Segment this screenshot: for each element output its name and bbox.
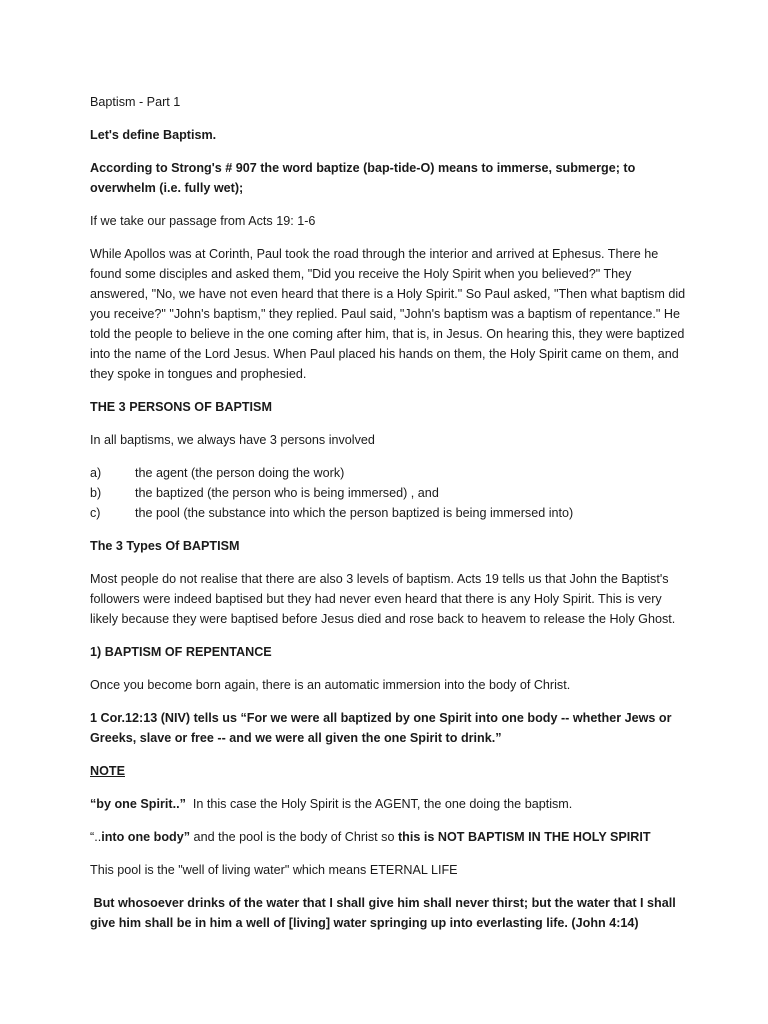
document-page (90, 92, 690, 946)
types-paragraph: Most people do not realise that there are also 3 levels of baptism. Acts 19 tells us that John the Baptist's followers were indeed baptised but they had never even heard that there is any Holy Spirit. This is very likely because they were baptised before Jesus died and rose back to heavem to release the Holy Ghost. (90, 572, 676, 626)
define-heading: Let's define Baptism. (90, 128, 217, 142)
list-item (90, 503, 690, 523)
john-quote: But whosoever drinks of the water that I shall give him shall never thirst; but the water that I shall give him shall be in him a well of [living] water springing up into everlasting life. (John 4:14) (90, 896, 680, 930)
spirit-line (90, 794, 690, 814)
list-item-text: the agent (the person doing the work) (135, 466, 345, 480)
list-item-text: the baptized (the person who is being immersed) , and (135, 486, 439, 500)
list-item-text: the pool (the substance into which the person baptized is being immersed into) (135, 506, 574, 520)
body-bold-2: this is NOT BAPTISM IN THE HOLY SPIRIT (397, 830, 651, 844)
strongs-definition: According to Strong's # 907 the word baptize (bap-tide-O) means to immerse, submerge; to overwhelm (i.e. fully wet); (90, 161, 636, 195)
list-marker: c) (90, 506, 101, 520)
passage-intro: If we take our passage from Acts 19: 1-6 (90, 214, 316, 228)
types-heading: The 3 Types Of BAPTISM (90, 539, 240, 553)
corinthians-quote: 1 Cor.12:13 (NIV) tells us “For we were all baptized by one Spirit into one body -- whether Jews or Greeks, slave or free -- and we were all given the one Spirit to drink.” (90, 711, 672, 745)
persons-heading: THE 3 PERSONS OF BAPTISM (90, 400, 272, 414)
body-lead: “.. (90, 830, 102, 844)
list-item (90, 463, 690, 483)
doc-title: Baptism - Part 1 (90, 95, 181, 109)
list-item (90, 483, 690, 503)
persons-list (90, 463, 690, 523)
acts-passage: While Apollos was at Corinth, Paul took the road through the interior and arrived at Ephesus. There he found some disciples and asked them, "Did you receive the Holy Spirit when you believed?" They answered, "No, we have not even heard that there is a Holy Spirit." So Paul asked, "Then what baptism did you receive?" "John's baptism," they replied. Paul said, "John's baptism was a baptism of repentance." He told the people to believe in the one coming after him, that is, in Jesus. On hearing this, they were baptized into the name of the Lord Jesus. When Paul placed his hands on them, the Holy Spirit came on them, and they spoke in tongues and prophesied. (90, 247, 686, 381)
list-marker: b) (90, 486, 102, 500)
note-label: NOTE (90, 764, 125, 778)
list-marker: a) (90, 466, 102, 480)
spirit-bold: “by one Spirit..” (90, 797, 186, 811)
body-bold: into one body” (101, 830, 191, 844)
repentance-paragraph: Once you become born again, there is an automatic immersion into the body of Christ. (90, 678, 571, 692)
repentance-heading: 1) BAPTISM OF REPENTANCE (90, 645, 272, 659)
persons-intro: In all baptisms, we always have 3 persons involved (90, 433, 375, 447)
body-mid: and the pool is the body of Christ so (190, 830, 398, 844)
body-line (90, 827, 690, 847)
pool-paragraph: This pool is the "well of living water" which means ETERNAL LIFE (90, 863, 458, 877)
spirit-rest: In this case the Holy Spirit is the AGENT, the one doing the baptism. (185, 797, 573, 811)
